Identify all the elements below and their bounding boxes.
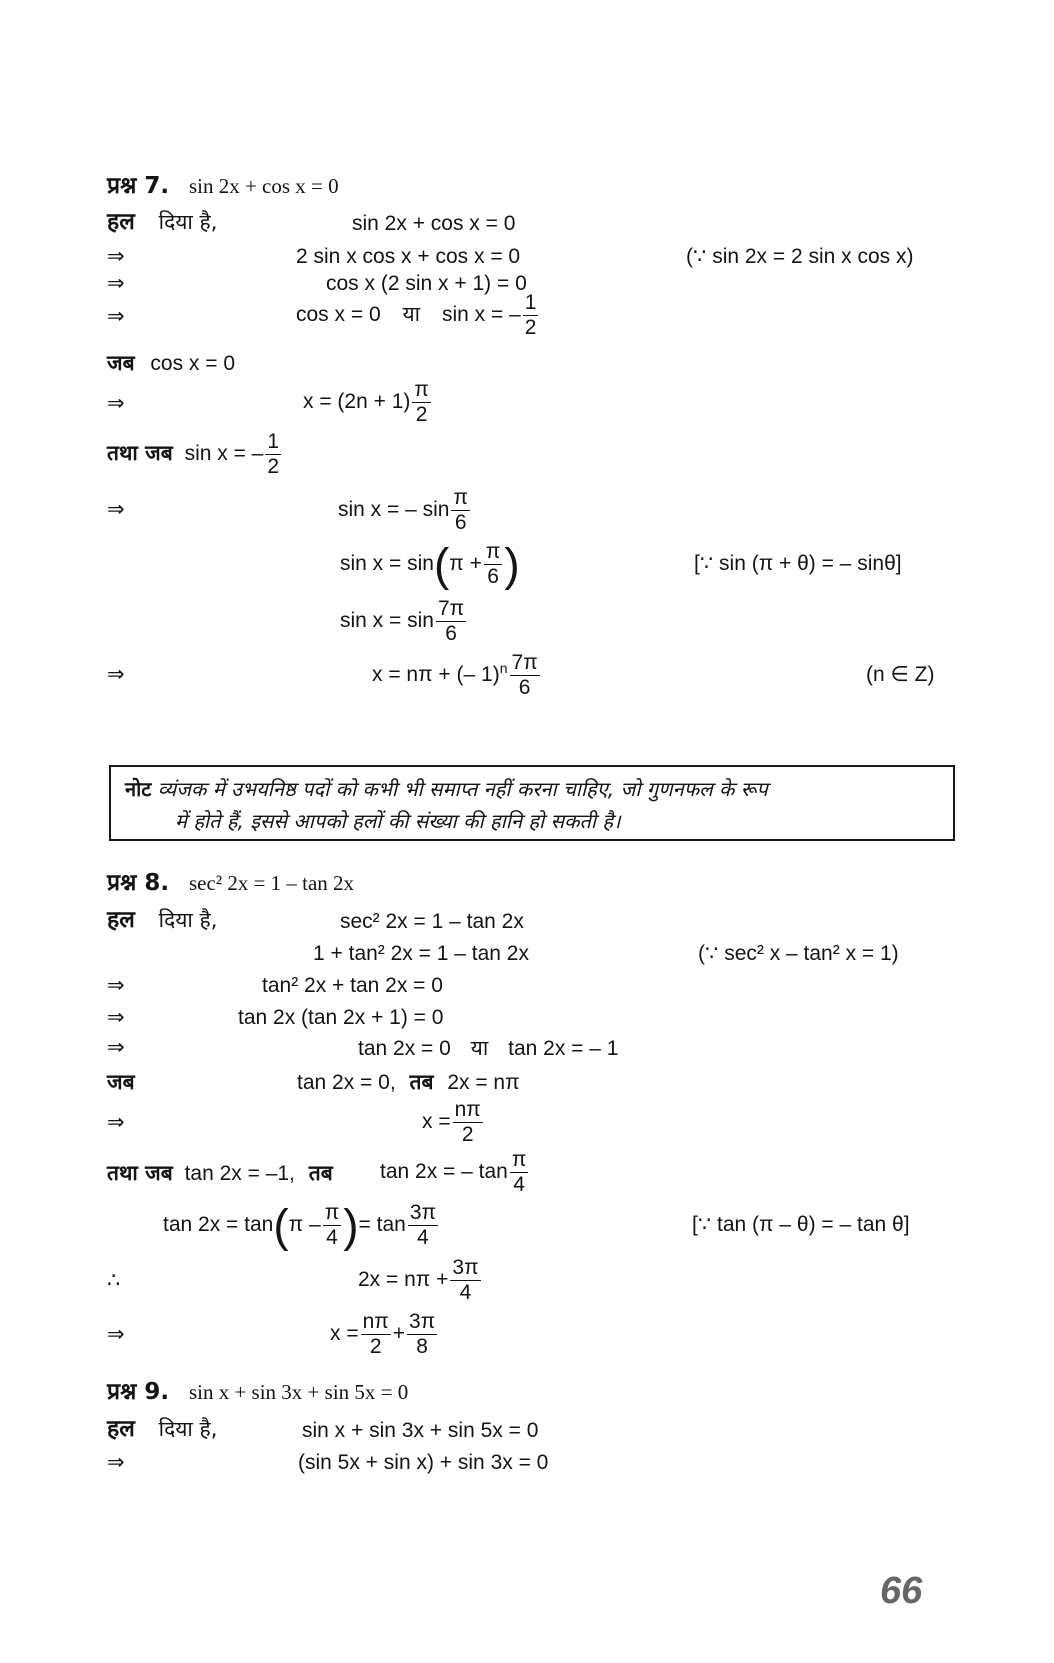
solution-label: हल bbox=[107, 907, 135, 933]
fraction bbox=[453, 1098, 483, 1147]
equation-part: x = nπ + (– 1) bbox=[372, 663, 500, 687]
denominator: 2 bbox=[415, 403, 428, 426]
fraction bbox=[361, 1310, 391, 1359]
fraction bbox=[412, 378, 431, 427]
denominator: 2 bbox=[461, 1123, 474, 1146]
then-label: तब bbox=[409, 1070, 434, 1094]
equation-part: x = bbox=[330, 1322, 359, 1346]
step-equation bbox=[330, 1310, 439, 1359]
step-equation bbox=[380, 1148, 530, 1197]
step-justification: [∵ sin (π + θ) = – sinθ] bbox=[694, 552, 902, 575]
denominator: 6 bbox=[454, 511, 467, 534]
fraction bbox=[451, 486, 470, 535]
step-equation: tan 2x (tan 2x + 1) = 0 bbox=[238, 1006, 444, 1029]
step-equation: sec² 2x = 1 – tan 2x bbox=[340, 910, 524, 933]
solution-heading bbox=[107, 907, 217, 934]
step-equation: tan² 2x + tan 2x = 0 bbox=[262, 974, 443, 997]
question-label: प्रश्न 8. bbox=[107, 870, 170, 896]
case-line bbox=[107, 1160, 357, 1187]
step-equation bbox=[422, 1098, 485, 1147]
or-label: या bbox=[402, 302, 421, 327]
step-equation bbox=[372, 651, 542, 700]
step-equation: cos x (2 sin x + 1) = 0 bbox=[326, 272, 527, 295]
page-number: 66 bbox=[880, 1570, 923, 1612]
equation-part: sin x = sin bbox=[340, 609, 434, 633]
or-label: या bbox=[470, 1036, 489, 1060]
step-equation bbox=[296, 291, 540, 340]
implies-arrow: ⇒ bbox=[107, 974, 125, 997]
fraction bbox=[523, 291, 539, 340]
denominator: 4 bbox=[326, 1226, 338, 1249]
equation-part: 2x = nπ + bbox=[358, 1268, 449, 1292]
step-equation bbox=[358, 1035, 618, 1062]
case-line bbox=[107, 430, 283, 479]
implies-arrow: ⇒ bbox=[107, 305, 125, 328]
numerator: 3π bbox=[409, 1201, 436, 1224]
numerator: nπ bbox=[454, 1098, 481, 1121]
denominator: 2 bbox=[267, 455, 280, 478]
denominator: 6 bbox=[487, 565, 499, 588]
equation-part: tan 2x = – tan bbox=[380, 1160, 508, 1184]
question-label: प्रश्न 7. bbox=[107, 173, 170, 199]
implies-arrow: ⇒ bbox=[107, 1451, 125, 1474]
equation-part: π + bbox=[449, 552, 482, 576]
fraction bbox=[436, 597, 466, 646]
implies-arrow: ⇒ bbox=[107, 498, 125, 521]
question-statement: sin x + sin 3x + sin 5x = 0 bbox=[188, 1380, 409, 1404]
question-9-heading bbox=[107, 1379, 408, 1406]
step-equation bbox=[303, 378, 433, 427]
implies-arrow: ⇒ bbox=[107, 392, 125, 415]
given-label: दिया है, bbox=[158, 210, 218, 234]
fraction bbox=[510, 651, 540, 700]
numerator: π bbox=[414, 378, 429, 401]
equation-part: π – bbox=[288, 1213, 321, 1237]
question-8-heading bbox=[107, 870, 354, 897]
numerator: 3π bbox=[409, 1310, 436, 1333]
equation-part: cos x = 0 bbox=[296, 303, 381, 327]
implies-arrow: ⇒ bbox=[107, 1036, 125, 1059]
equation-part: x = bbox=[422, 1110, 451, 1134]
fraction bbox=[510, 1148, 529, 1197]
equation-part: 2x = nπ bbox=[447, 1071, 520, 1094]
question-statement: sec² 2x = 1 – tan 2x bbox=[188, 871, 355, 895]
solution-heading bbox=[107, 1416, 217, 1443]
step-justification: (∵ sin 2x = 2 sin x cos x) bbox=[686, 245, 914, 268]
numerator: 7π bbox=[511, 651, 538, 674]
step-equation: sin 2x + cos x = 0 bbox=[352, 212, 516, 235]
case-expression: cos x = 0 bbox=[150, 352, 236, 375]
denominator: 8 bbox=[416, 1335, 428, 1358]
equation-part: sin x = – bbox=[441, 303, 521, 327]
and-when-label: तथा जब bbox=[107, 441, 173, 466]
denominator: 2 bbox=[524, 316, 537, 339]
implies-arrow: ⇒ bbox=[107, 663, 125, 686]
question-label: प्रश्न 9. bbox=[107, 1379, 170, 1405]
exponent: n bbox=[499, 660, 508, 677]
denominator: 4 bbox=[417, 1226, 429, 1249]
question-7-heading bbox=[107, 173, 339, 200]
step-equation: sin x = sin(π + $\frac{\pi}{6}$ ) bbox=[340, 538, 520, 591]
equation-part: = tan bbox=[358, 1213, 406, 1237]
equation-part: tan 2x = –1, bbox=[184, 1162, 295, 1185]
equation-part: sin x = sin bbox=[340, 552, 434, 576]
question-statement: sin 2x + cos x = 0 bbox=[188, 174, 339, 198]
equation-part: tan 2x = – 1 bbox=[508, 1037, 619, 1060]
and-when-label: तथा जब bbox=[107, 1161, 173, 1185]
numerator: π bbox=[511, 1148, 527, 1171]
step-equation bbox=[338, 486, 472, 535]
when-label bbox=[107, 1069, 135, 1096]
equation-part: tan 2x = 0 bbox=[358, 1037, 451, 1060]
equation-part: tan 2x = 0, bbox=[297, 1071, 396, 1094]
solution-label: हल bbox=[107, 1416, 135, 1442]
implies-arrow: ⇒ bbox=[107, 1111, 125, 1134]
implies-arrow: ⇒ bbox=[107, 272, 125, 295]
implies-arrow: ⇒ bbox=[107, 1006, 125, 1029]
note-text bbox=[125, 773, 768, 837]
step-justification: (n ∈ Z) bbox=[866, 663, 935, 686]
implies-arrow: ⇒ bbox=[107, 245, 125, 268]
numerator: π bbox=[324, 1201, 340, 1224]
step-equation: 2 sin x cos x + cos x = 0 bbox=[296, 245, 521, 268]
therefore-symbol: ∴ bbox=[107, 1269, 121, 1292]
numerator: π bbox=[453, 486, 468, 509]
step-equation: tan 2x = tan(π – $\frac{\pi}{4}$ )= tan $\frac{3\pi}{4}$ bbox=[163, 1199, 436, 1252]
implies-arrow: ⇒ bbox=[107, 1323, 125, 1346]
equation-part: + bbox=[392, 1322, 406, 1346]
equation-part: sin x = – sin bbox=[338, 498, 450, 522]
denominator: 4 bbox=[459, 1281, 472, 1304]
case-line bbox=[107, 350, 235, 377]
note-line-1: व्यंजक में उभयनिष्ठ पदों को कभी भी समाप्त नहीं करना चाहिए, जो गुणनफल के रूप bbox=[157, 777, 768, 801]
when-label: जब bbox=[107, 351, 135, 375]
given-label: दिया है, bbox=[158, 908, 218, 932]
step-equation bbox=[358, 1256, 483, 1305]
fraction bbox=[450, 1256, 480, 1305]
denominator: 6 bbox=[518, 676, 531, 699]
note-line-2: में होते हैं, इससे आपको हलों की संख्या की हानि हो सकती है। bbox=[175, 809, 621, 833]
fraction bbox=[407, 1310, 437, 1359]
when-text: जब bbox=[107, 1070, 135, 1094]
fraction bbox=[408, 1201, 438, 1250]
fraction bbox=[323, 1201, 342, 1250]
step-equation: sin x + sin 3x + sin 5x = 0 bbox=[302, 1419, 539, 1442]
then-label: तब bbox=[308, 1161, 333, 1185]
step-equation bbox=[340, 597, 468, 646]
fraction bbox=[484, 540, 503, 589]
step-equation: 1 + tan² 2x = 1 – tan 2x bbox=[313, 942, 529, 965]
solution-heading bbox=[107, 209, 217, 236]
numerator: π bbox=[485, 540, 501, 563]
fraction bbox=[265, 430, 281, 479]
given-label: दिया है, bbox=[158, 1417, 218, 1441]
case-expression: sin x = – bbox=[184, 442, 264, 466]
note-label: नोट bbox=[125, 777, 152, 801]
solution-label: हल bbox=[107, 209, 135, 235]
equation-part: x = (2n + 1) bbox=[303, 390, 411, 414]
step-justification: (∵ sec² x – tan² x = 1) bbox=[698, 942, 899, 965]
equation-part: tan 2x = tan bbox=[163, 1213, 274, 1237]
denominator: 6 bbox=[445, 622, 457, 645]
case-expression bbox=[297, 1069, 520, 1096]
step-justification: [∵ tan (π – θ) = – tan θ] bbox=[692, 1213, 910, 1236]
note-box bbox=[109, 765, 955, 841]
numerator: 7π bbox=[437, 597, 465, 620]
numerator: nπ bbox=[362, 1310, 389, 1333]
numerator: 1 bbox=[524, 291, 537, 314]
numerator: 1 bbox=[267, 430, 280, 453]
step-equation: (sin 5x + sin x) + sin 3x = 0 bbox=[298, 1451, 549, 1474]
numerator: 3π bbox=[452, 1256, 479, 1279]
denominator: 2 bbox=[369, 1335, 382, 1358]
denominator: 4 bbox=[513, 1173, 525, 1196]
